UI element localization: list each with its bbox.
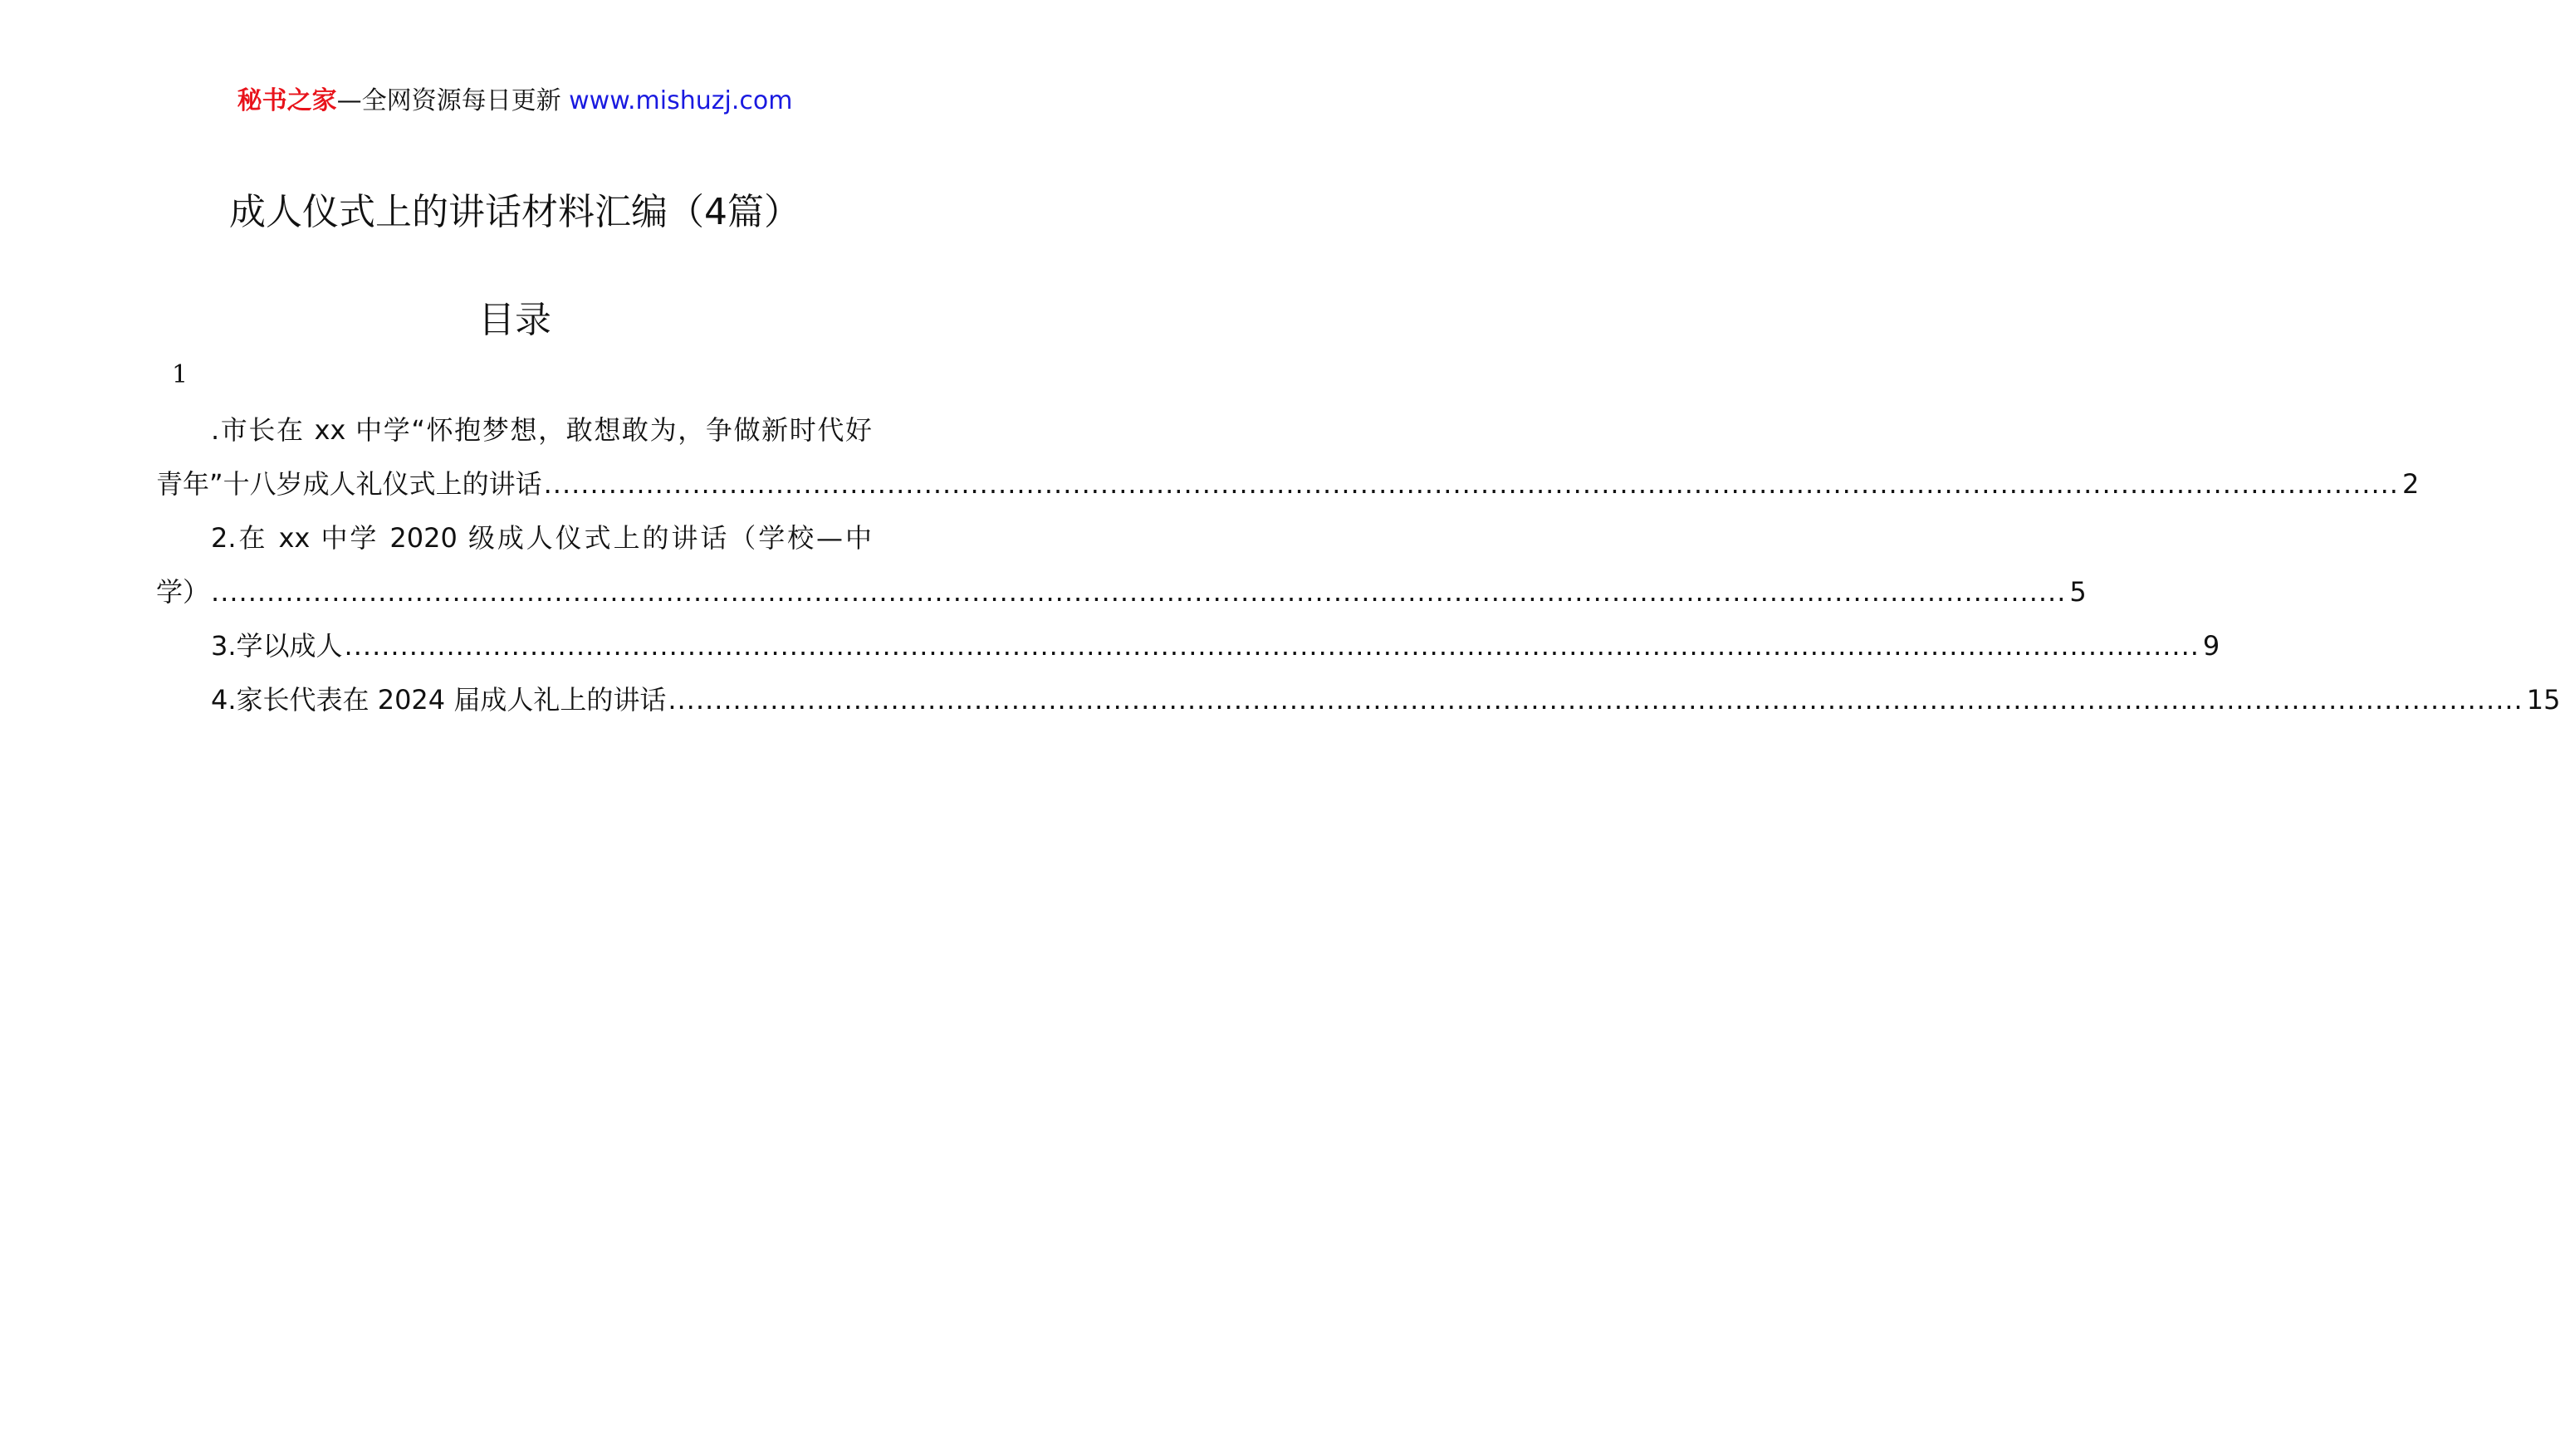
toc-page-number: 2 xyxy=(2401,468,2420,500)
stray-number: 1 xyxy=(172,360,188,389)
toc-entry-text: .市长在 xx 中学“怀抱梦想，敢想敢为，争做新时代好 xyxy=(211,414,872,446)
toc-entry-4[interactable] xyxy=(156,673,2560,727)
header-slogan: —全网资源每日更新 xyxy=(336,86,561,115)
brand-name: 秘书之家 xyxy=(237,86,337,115)
toc-entry-1[interactable] xyxy=(156,403,2420,511)
toc-page-number: 15 xyxy=(2526,684,2560,716)
toc-entry-3[interactable] xyxy=(156,619,2220,673)
toc-page-number: 9 xyxy=(2202,630,2220,662)
site-url-link[interactable]: www.mishuzj.com xyxy=(569,86,793,115)
toc-entry-text: 3.学以成人 xyxy=(211,630,343,662)
toc-entry-2[interactable] xyxy=(156,511,2087,619)
dot-leader: ........................................................................................................................................................................................................ xyxy=(543,468,2399,500)
document-title: 成人仪式上的讲话材料汇编（4篇） xyxy=(229,191,800,233)
dot-leader: ........................................................................................................................................................................................................ xyxy=(344,630,2200,662)
dot-leader: ........................................................................................................................................................................................................ xyxy=(211,576,2067,608)
toc-page-number: 5 xyxy=(2069,576,2087,608)
toc-entry-text-continued: 青年”十八岁成人礼仪式上的讲话 xyxy=(156,468,542,500)
table-of-contents xyxy=(156,403,2560,727)
toc-entry-text: 4.家长代表在 2024 届成人礼上的讲话 xyxy=(211,684,667,716)
toc-heading: 目录 xyxy=(478,299,551,341)
site-header xyxy=(0,85,1030,118)
dot-leader: ........................................................................................................................................................................................................ xyxy=(668,684,2523,716)
toc-entry-text-continued: 学） xyxy=(156,576,210,608)
toc-entry-text: 2.在 xx 中学 2020 级成人仪式上的讲话（学校—中 xyxy=(211,522,872,554)
